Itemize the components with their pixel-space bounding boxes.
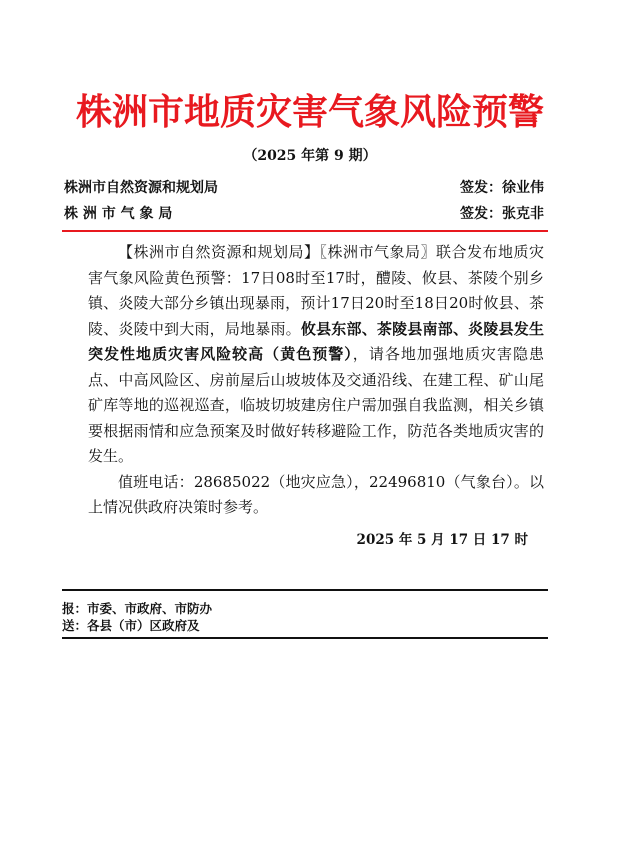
divider-top (62, 589, 548, 591)
paragraph-1-lead: 【株洲市自然资源和规划局】〖株洲市气象局〗联合发布地质灾害气象风险黄色预警：17日08时至17时，醴陵、攸县、茶陵个别乡镇、炎陵大部分乡镇出现暴雨，预计17日20时至18日20时攸县、茶陵、炎陵中到大雨，局地暴雨。 (88, 243, 544, 338)
report-to: 报：市委、市政府、市防办 (62, 601, 213, 616)
issuer-sign-2: 签发：张克非 (460, 206, 544, 222)
red-divider (62, 230, 548, 232)
issuer-row-1 (64, 179, 544, 197)
issue-number: （2025 年第 9 期） (243, 148, 377, 164)
issuer-sign-1: 签发：徐业伟 (460, 180, 544, 196)
send-to: 送：各县（市）区政府及 (62, 618, 200, 633)
issuer-row-2 (64, 205, 544, 223)
document-title: 株洲市地质灾害气象风险预警 (75, 91, 544, 133)
warning-paragraph-1 (88, 240, 544, 470)
paragraph-1-tail: ，请各地加强地质灾害隐患点、中高风险区、房前屋后山坡坡体及交通沿线、在建工程、矿山尾矿库等地的巡视巡查，临坡切坡建房住户需加强自我监测，相关乡镇要根据雨情和应急预案及时做好转移避险工作，防范各类地质灾害的发生。 (88, 345, 544, 465)
issuer-org-1: 株洲市自然资源和规划局 (64, 180, 218, 196)
divider-bottom (62, 637, 548, 639)
paragraph-1-emphasis: 攸县东部、茶陵县南部、炎陵县发生突发性地质灾害风险较高（黄色预警） (88, 319, 544, 363)
issue-date: 2025 年 5 月 17 日 17 时 (356, 532, 528, 548)
warning-body (88, 240, 544, 521)
issuer-org-2: 株 洲 市 气 象 局 (64, 206, 173, 222)
warning-paragraph-2: 值班电话：28685022（地灾应急），22496810（气象台）。以上情况供政府决策时参考。 (88, 472, 544, 516)
